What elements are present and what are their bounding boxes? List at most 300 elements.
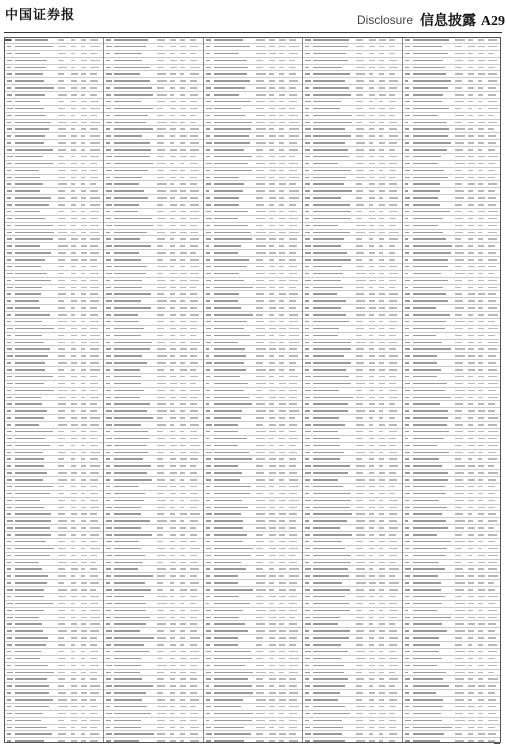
- table-cell: [305, 46, 309, 48]
- table-cell: [356, 678, 364, 680]
- table-row: [103, 243, 202, 250]
- table-row: [103, 333, 202, 340]
- table-row: [4, 271, 103, 278]
- table-cell: [488, 300, 496, 302]
- table-cell: [405, 115, 410, 117]
- table-cell: [106, 665, 111, 667]
- table-cell: [114, 596, 144, 598]
- table-row: [302, 340, 401, 347]
- table-cell: [305, 348, 309, 350]
- table-cell: [478, 183, 483, 185]
- column-divider: [302, 37, 303, 743]
- table-cell: [7, 733, 11, 735]
- table-row: [302, 154, 401, 161]
- table-cell: [214, 527, 244, 529]
- table-row: [203, 305, 302, 312]
- table-cell: [7, 266, 12, 268]
- table-cell: [170, 383, 177, 385]
- table-cell: [369, 692, 375, 694]
- table-cell: [90, 135, 100, 137]
- table-cell: [71, 287, 76, 289]
- table-cell: [206, 568, 210, 570]
- table-cell: [71, 328, 78, 330]
- table-cell: [405, 644, 410, 646]
- table-cell: [488, 493, 495, 495]
- table-cell: [90, 555, 96, 557]
- table-row: [402, 65, 501, 72]
- table-cell: [157, 672, 164, 674]
- table-cell: [90, 348, 99, 350]
- table-cell: [81, 596, 87, 598]
- table-cell: [405, 170, 411, 172]
- table-cell: [90, 541, 97, 543]
- table-row: [103, 168, 202, 175]
- table-cell: [190, 204, 199, 206]
- table-cell: [356, 273, 366, 275]
- table-cell: [256, 307, 263, 309]
- table-cell: [289, 424, 297, 426]
- table-cell: [157, 617, 165, 619]
- table-row: [103, 532, 202, 539]
- table-cell: [157, 87, 164, 89]
- table-row: [302, 395, 401, 402]
- table-cell: [468, 245, 473, 247]
- table-cell: [170, 101, 176, 103]
- table-cell: [279, 692, 285, 694]
- table-cell: [206, 80, 211, 82]
- table-row: [402, 539, 501, 546]
- table-cell: [478, 149, 482, 151]
- table-cell: [455, 589, 464, 591]
- table-cell: [305, 266, 309, 268]
- table-cell: [206, 232, 211, 234]
- table-cell: [71, 314, 75, 316]
- table-cell: [279, 156, 286, 158]
- table-row: [203, 642, 302, 649]
- table-cell: [269, 452, 274, 454]
- table-cell: [369, 328, 375, 330]
- table-cell: [405, 362, 410, 364]
- table-row: [103, 436, 202, 443]
- table-cell: [468, 362, 474, 364]
- table-cell: [190, 183, 197, 185]
- table-cell: [71, 183, 76, 185]
- table-row: [4, 443, 103, 450]
- table-cell: [468, 218, 473, 220]
- table-cell: [313, 87, 349, 89]
- table-cell: [206, 424, 212, 426]
- table-cell: [256, 53, 266, 55]
- table-row: [302, 505, 401, 512]
- table-cell: [455, 204, 462, 206]
- table-cell: [389, 493, 395, 495]
- column-4: [302, 37, 401, 743]
- table-cell: [7, 142, 11, 144]
- table-cell: [90, 300, 98, 302]
- table-cell: [478, 252, 483, 254]
- table-row: [4, 99, 103, 106]
- table-cell: [206, 225, 210, 227]
- table-cell: [305, 314, 309, 316]
- table-row: [4, 608, 103, 615]
- table-cell: [90, 713, 97, 715]
- table-cell: [256, 108, 264, 110]
- table-cell: [405, 53, 411, 55]
- table-cell: [106, 238, 110, 240]
- table-row: [4, 120, 103, 127]
- table-cell: [279, 390, 285, 392]
- table-cell: [90, 73, 97, 75]
- table-row: [302, 580, 401, 587]
- table-cell: [106, 486, 110, 488]
- table-cell: [279, 699, 286, 701]
- table-cell: [7, 177, 12, 179]
- table-cell: [170, 335, 175, 337]
- table-cell: [206, 610, 211, 612]
- table-row: [302, 388, 401, 395]
- table-cell: [106, 699, 111, 701]
- table-row: [302, 367, 401, 374]
- table-cell: [206, 376, 210, 378]
- table-cell: [379, 610, 384, 612]
- table-cell: [256, 555, 264, 557]
- table-cell: [190, 603, 196, 605]
- table-cell: [356, 390, 362, 392]
- table-cell: [413, 128, 449, 130]
- table-cell: [313, 197, 341, 199]
- table-cell: [15, 417, 44, 419]
- table-cell: [7, 321, 11, 323]
- table-cell: [289, 149, 298, 151]
- table-cell: [190, 507, 197, 509]
- table-cell: [106, 610, 110, 612]
- table-cell: [71, 273, 76, 275]
- table-cell: [488, 80, 497, 82]
- table-row: [402, 725, 501, 732]
- table-row: [203, 78, 302, 85]
- table-cell: [478, 362, 483, 364]
- table-cell: [71, 582, 77, 584]
- table-cell: [71, 500, 76, 502]
- table-cell: [214, 259, 249, 261]
- table-cell: [81, 149, 86, 151]
- table-cell: [488, 548, 497, 550]
- table-cell: [488, 562, 497, 564]
- table-cell: [256, 177, 265, 179]
- table-cell: [269, 328, 275, 330]
- table-cell: [81, 362, 87, 364]
- table-cell: [180, 733, 185, 735]
- table-cell: [379, 644, 385, 646]
- table-cell: [405, 493, 410, 495]
- table-row: [103, 697, 202, 704]
- table-cell: [389, 575, 395, 577]
- table-row: [302, 642, 401, 649]
- table-cell: [106, 562, 111, 564]
- table-cell: [468, 520, 472, 522]
- table-cell: [180, 672, 186, 674]
- table-row: [203, 573, 302, 580]
- table-row: [103, 326, 202, 333]
- table-cell: [356, 644, 363, 646]
- table-cell: [455, 101, 464, 103]
- table-row: [4, 168, 103, 175]
- table-cell: [15, 225, 53, 227]
- table-cell: [455, 493, 463, 495]
- table-cell: [81, 410, 87, 412]
- table-cell: [58, 541, 65, 543]
- table-row: [402, 525, 501, 532]
- table-row: [302, 601, 401, 608]
- table-cell: [389, 472, 396, 474]
- table-cell: [256, 397, 262, 399]
- table-cell: [170, 232, 176, 234]
- table-cell: [170, 692, 175, 694]
- table-cell: [170, 156, 176, 158]
- table-cell: [180, 589, 187, 591]
- table-cell: [15, 211, 40, 213]
- column-1: [4, 37, 103, 743]
- table-cell: [468, 307, 475, 309]
- table-cell: [7, 293, 11, 295]
- table-cell: [214, 596, 240, 598]
- table-cell: [389, 197, 398, 199]
- table-cell: [379, 589, 385, 591]
- table-cell: [71, 706, 78, 708]
- table-cell: [214, 431, 238, 433]
- table-row: [402, 333, 501, 340]
- table-cell: [190, 527, 196, 529]
- table-cell: [114, 665, 141, 667]
- table-cell: [468, 500, 474, 502]
- table-cell: [279, 596, 286, 598]
- table-cell: [478, 740, 484, 742]
- table-cell: [488, 218, 497, 220]
- table-cell: [106, 101, 110, 103]
- table-cell: [379, 211, 384, 213]
- table-cell: [279, 348, 284, 350]
- table-cell: [15, 149, 53, 151]
- table-cell: [106, 259, 110, 261]
- table-cell: [190, 623, 197, 625]
- table-cell: [157, 458, 163, 460]
- table-cell: [256, 170, 264, 172]
- table-cell: [180, 190, 186, 192]
- table-cell: [106, 458, 110, 460]
- table-row: [103, 594, 202, 601]
- table-cell: [180, 630, 185, 632]
- table-cell: [468, 575, 473, 577]
- table-cell: [389, 170, 397, 172]
- table-cell: [170, 493, 176, 495]
- table-row: [302, 298, 401, 305]
- table-cell: [90, 500, 98, 502]
- table-cell: [58, 211, 65, 213]
- table-row: [203, 697, 302, 704]
- table-cell: [289, 266, 297, 268]
- table-cell: [214, 678, 248, 680]
- table-cell: [256, 403, 265, 405]
- table-cell: [413, 417, 449, 419]
- table-cell: [405, 87, 409, 89]
- newspaper-logo: 中国证券报: [5, 8, 76, 23]
- table-cell: [81, 699, 88, 701]
- table-cell: [468, 73, 474, 75]
- table-cell: [313, 183, 344, 185]
- table-cell: [214, 156, 253, 158]
- table-cell: [180, 706, 187, 708]
- table-cell: [305, 259, 310, 261]
- table-cell: [106, 403, 111, 405]
- table-cell: [190, 431, 197, 433]
- table-cell: [269, 472, 275, 474]
- table-cell: [305, 445, 310, 447]
- table-cell: [289, 740, 297, 742]
- table-cell: [488, 87, 496, 89]
- table-cell: [180, 458, 187, 460]
- table-cell: [58, 733, 67, 735]
- table-cell: [369, 575, 376, 577]
- table-cell: [379, 135, 383, 137]
- table-cell: [405, 142, 410, 144]
- table-cell: [305, 355, 309, 357]
- table-cell: [157, 623, 166, 625]
- table-row: [302, 312, 401, 319]
- table-cell: [81, 383, 85, 385]
- table-cell: [356, 534, 365, 536]
- table-cell: [356, 225, 366, 227]
- table-cell: [305, 80, 311, 82]
- table-row: [4, 532, 103, 539]
- table-row: [103, 209, 202, 216]
- table-cell: [313, 582, 342, 584]
- table-cell: [413, 170, 444, 172]
- table-cell: [170, 713, 175, 715]
- table-cell: [488, 163, 495, 165]
- table-cell: [256, 733, 262, 735]
- table-row: [302, 278, 401, 285]
- table-cell: [106, 534, 112, 536]
- table-cell: [389, 252, 395, 254]
- table-cell: [356, 582, 366, 584]
- table-cell: [279, 658, 284, 660]
- table-cell: [313, 740, 345, 742]
- table-cell: [405, 259, 409, 261]
- table-cell: [289, 314, 298, 316]
- table-cell: [71, 465, 76, 467]
- table-cell: [114, 383, 141, 385]
- table-cell: [170, 465, 176, 467]
- table-row: [103, 477, 202, 484]
- table-row: [203, 367, 302, 374]
- table-cell: [81, 534, 86, 536]
- table-row: [103, 642, 202, 649]
- table-cell: [379, 555, 384, 557]
- table-cell: [478, 67, 484, 69]
- table-cell: [305, 623, 311, 625]
- table-cell: [405, 445, 410, 447]
- table-row: [302, 436, 401, 443]
- table-cell: [58, 280, 65, 282]
- table-row: [103, 566, 202, 573]
- table-cell: [81, 348, 86, 350]
- table-cell: [269, 376, 274, 378]
- table-cell: [269, 548, 276, 550]
- table-cell: [90, 238, 99, 240]
- table-cell: [305, 321, 309, 323]
- table-cell: [58, 582, 64, 584]
- table-cell: [7, 431, 12, 433]
- table-cell: [488, 177, 495, 179]
- table-cell: [389, 568, 399, 570]
- table-row: [302, 305, 401, 312]
- table-cell: [356, 630, 364, 632]
- table-cell: [114, 610, 146, 612]
- table-cell: [7, 273, 13, 275]
- table-cell: [468, 644, 472, 646]
- table-cell: [214, 60, 247, 62]
- table-cell: [455, 142, 463, 144]
- table-cell: [190, 651, 199, 653]
- table-cell: [157, 335, 163, 337]
- table-row: [402, 44, 501, 51]
- table-cell: [313, 417, 339, 419]
- table-cell: [313, 644, 341, 646]
- table-cell: [305, 94, 309, 96]
- table-cell: [478, 644, 483, 646]
- table-cell: [90, 596, 99, 598]
- table-row: [103, 408, 202, 415]
- table-cell: [455, 197, 463, 199]
- table-cell: [190, 245, 198, 247]
- table-cell: [369, 527, 375, 529]
- table-cell: [455, 218, 462, 220]
- table-cell: [256, 568, 262, 570]
- table-cell: [369, 472, 374, 474]
- table-cell: [413, 218, 443, 220]
- table-cell: [206, 445, 212, 447]
- table-cell: [90, 685, 99, 687]
- table-cell: [488, 445, 498, 447]
- table-cell: [379, 273, 384, 275]
- table-cell: [206, 307, 211, 309]
- table-cell: [269, 245, 273, 247]
- table-cell: [180, 67, 186, 69]
- table-cell: [455, 410, 462, 412]
- table-cell: [389, 53, 395, 55]
- table-cell: [356, 266, 364, 268]
- table-row: [302, 649, 401, 656]
- table-cell: [157, 307, 165, 309]
- table-cell: [478, 623, 484, 625]
- table-cell: [114, 438, 148, 440]
- table-cell: [114, 287, 142, 289]
- table-cell: [71, 403, 77, 405]
- table-cell: [305, 108, 309, 110]
- table-cell: [289, 500, 299, 502]
- table-cell: [379, 507, 384, 509]
- table-cell: [356, 507, 365, 509]
- table-cell: [7, 479, 12, 481]
- table-cell: [305, 548, 310, 550]
- table-cell: [289, 445, 296, 447]
- table-cell: [356, 369, 363, 371]
- table-cell: [114, 238, 139, 240]
- table-cell: [106, 115, 110, 117]
- table-cell: [90, 658, 97, 660]
- table-row: [402, 704, 501, 711]
- table-row: [4, 663, 103, 670]
